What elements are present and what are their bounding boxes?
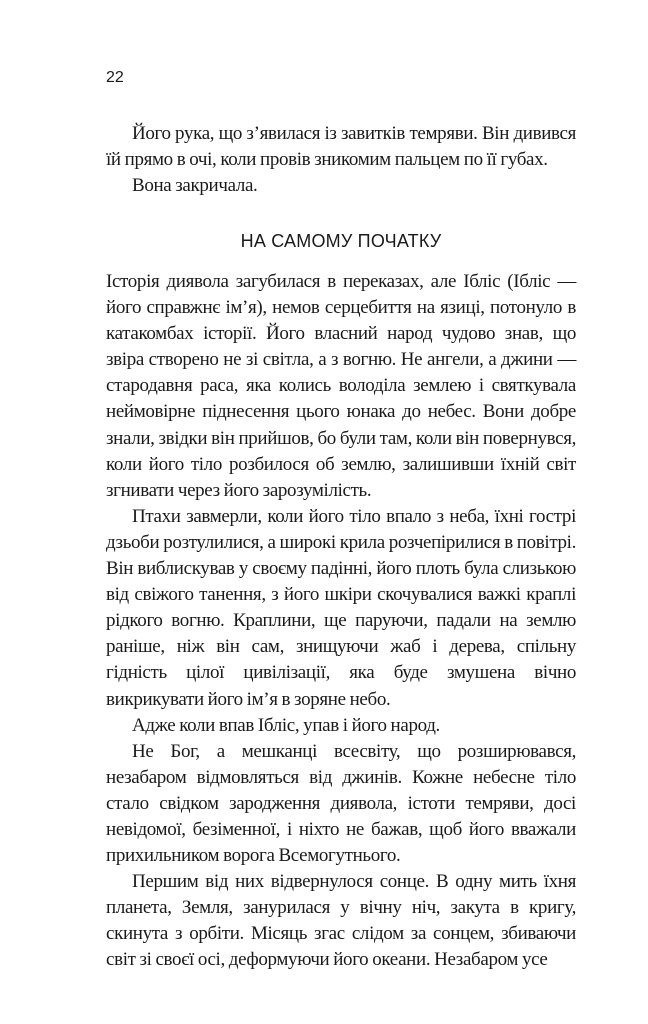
paragraph: Птахи завмерли, коли його тіло впало з неба, їхні гострі дзьоби розтулилися, а широкі крила розчепірилися в повітрі. Він виблискував у своєму падінні, його плоть була слизькою від свіжого танення, з його шкіри скочувалися важкі краплі рідкого вогню. Краплини, ще паруючи, падали на землю раніше, ніж він сам, знищуючи жаб і дерева, спільну гідність цілої цивілізації, яка буде змушена вічно викрикувати його ім’я в зоряне небо. [106, 505, 576, 710]
page-number: 22 [106, 69, 124, 86]
paragraph: Його рука, що з’явилася із завитків темряви. Він дивився їй прямо в очі, коли провів зникомим пальцем по її губах. [106, 123, 576, 171]
paragraph: Не Бог, а мешканці всесвіту, що розширювався, незабаром відмовляться від джинів. Кожне небесне тіло стало свідком зародження диявола, істоти темряви, досі невідомої, безіменної, і ніхто не бажав, щоб його вважали прихильником ворога Всемогутнього. [106, 740, 576, 867]
paragraph: Вона закричала. [132, 175, 258, 197]
paragraph: Адже коли впав Ібліс, упав і його народ. [132, 714, 440, 736]
paragraph: Першим від них відвернулося сонце. В одну мить їхня планета, Земля, занурилася у вічну ніч, закута в кригу, скинута з орбіти. Місяць згас слідом за сонцем, збиваючи світ зі своєї осі, деформуючи його океани. Незабаром усе [106, 871, 576, 971]
paragraph: Історія диявола загубилася в переказах, але Ібліс (Ібліс — його справжнє ім’я), немов серцебиття на язиці, потонуло в катакомбах історії. Його власний народ чудово знав, що звіра створено не зі світла, а з вогню. Не ангели, а джини — стародавня раса, яка колись володіла землею і святкувала неймовірне піднесення цього юнака до небес. Вони добре знали, звідки він прийшов, бо були там, коли він повернувся, коли його тіло розбилося об землю, залишивши їхній світ згнивати через його зарозумілість. [106, 271, 576, 501]
intro-text [106, 121, 576, 199]
section-heading: НА САМОМУ ПОЧАТКУ [240, 231, 442, 251]
section-body [106, 269, 576, 974]
